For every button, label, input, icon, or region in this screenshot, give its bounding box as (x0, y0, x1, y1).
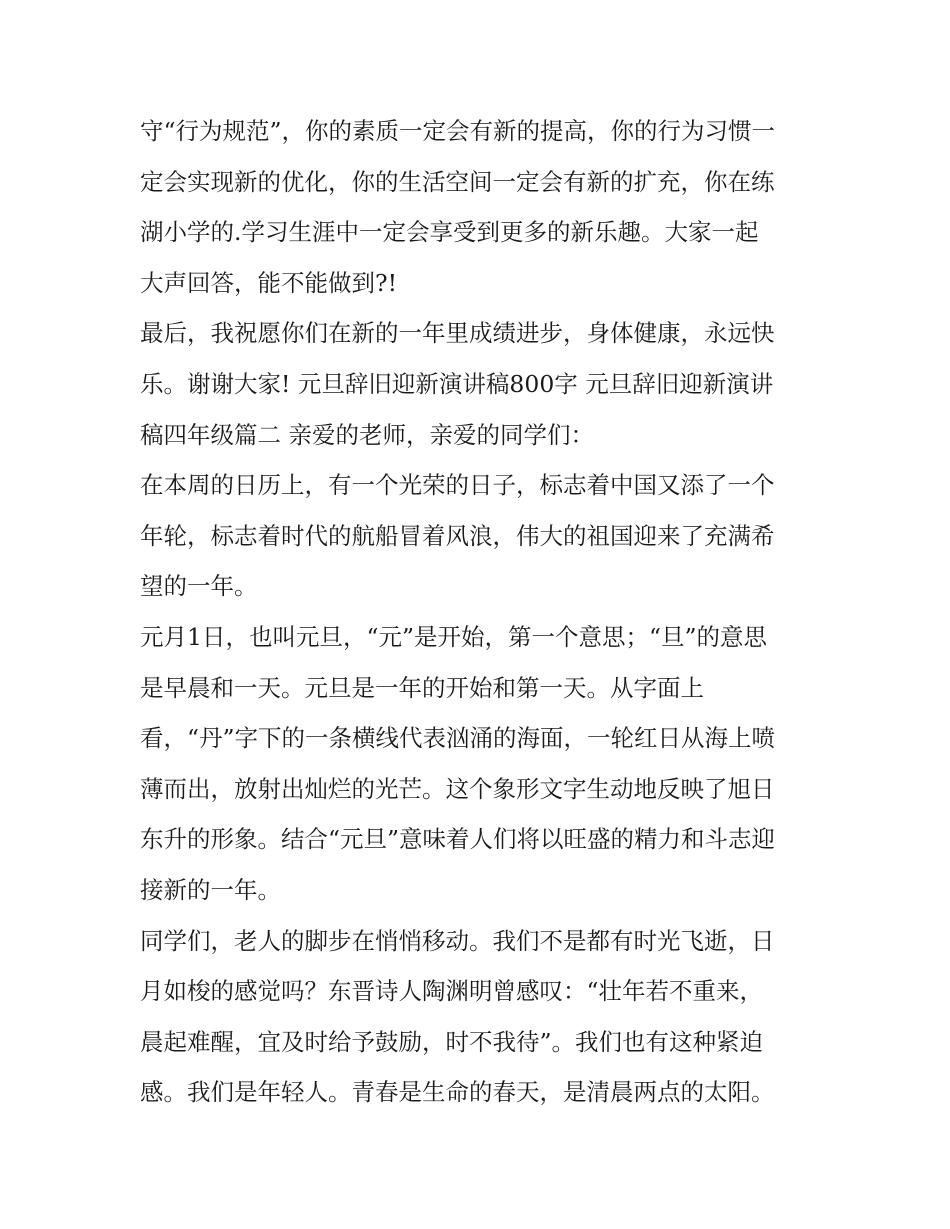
text-line: 看，“丹”字下的一条横线代表汹涌的海面，一轮红日从海上喷 (140, 724, 776, 753)
text-line: 大声回答，能不能做到?! (140, 268, 398, 297)
text-line: 元月1日，也叫元旦，“元”是开始，第一个意思；“旦”的意思 (140, 622, 768, 651)
text-line: 守“行为规范”，你的素质一定会有新的提高，你的行为习惯一 (140, 117, 776, 145)
text-line: 薄而出，放射出灿烂的光芒。这个象形文字生动地反映了旭日 (140, 774, 775, 803)
text-line: 晨起难醒，宜及时给予鼓励，时不我待”。我们也有这种紧迫 (140, 1027, 764, 1056)
text-line: 最后，我祝愿你们在新的一年里成绩进步，身体健康，永远快 (140, 319, 775, 348)
text-line: 同学们，老人的脚步在悄悄移动。我们不是都有时光飞逝，日 (140, 926, 775, 955)
text-line: 月如梭的感觉吗？东晋诗人陶渊明曾感叹：“壮年若不重来， (140, 977, 764, 1006)
text-line: 稿四年级篇二 亲爱的老师，亲爱的同学们： (140, 420, 594, 449)
text-line: 接新的一年。 (140, 875, 281, 904)
text-line: 感。我们是年轻人。青春是生命的春天，是清晨两点的太阳。 (140, 1078, 775, 1107)
document-body (140, 106, 830, 1118)
text-line: 年轮，标志着时代的航船冒着风浪，伟大的祖国迎来了充满希 (140, 521, 775, 550)
text-line: 东升的形象。结合“元旦”意味着人们将以旺盛的精力和斗志迎 (140, 825, 776, 854)
text-line: 在本周的日历上，有一个光荣的日子，标志着中国又添了一个 (140, 471, 775, 500)
text-line: 定会实现新的优化，你的生活空间一定会有新的扩充，你在练 (140, 167, 775, 196)
text-line: 乐。谢谢大家! 元旦辞旧迎新演讲稿800字 元旦辞旧迎新演讲 (140, 369, 774, 398)
text-line: 望的一年。 (140, 572, 258, 601)
text-line: 湖小学的.学习生涯中一定会享受到更多的新乐趣。大家一起 (140, 218, 759, 247)
text-line: 是早晨和一天。元旦是一年的开始和第一天。从字面上 (140, 673, 704, 702)
